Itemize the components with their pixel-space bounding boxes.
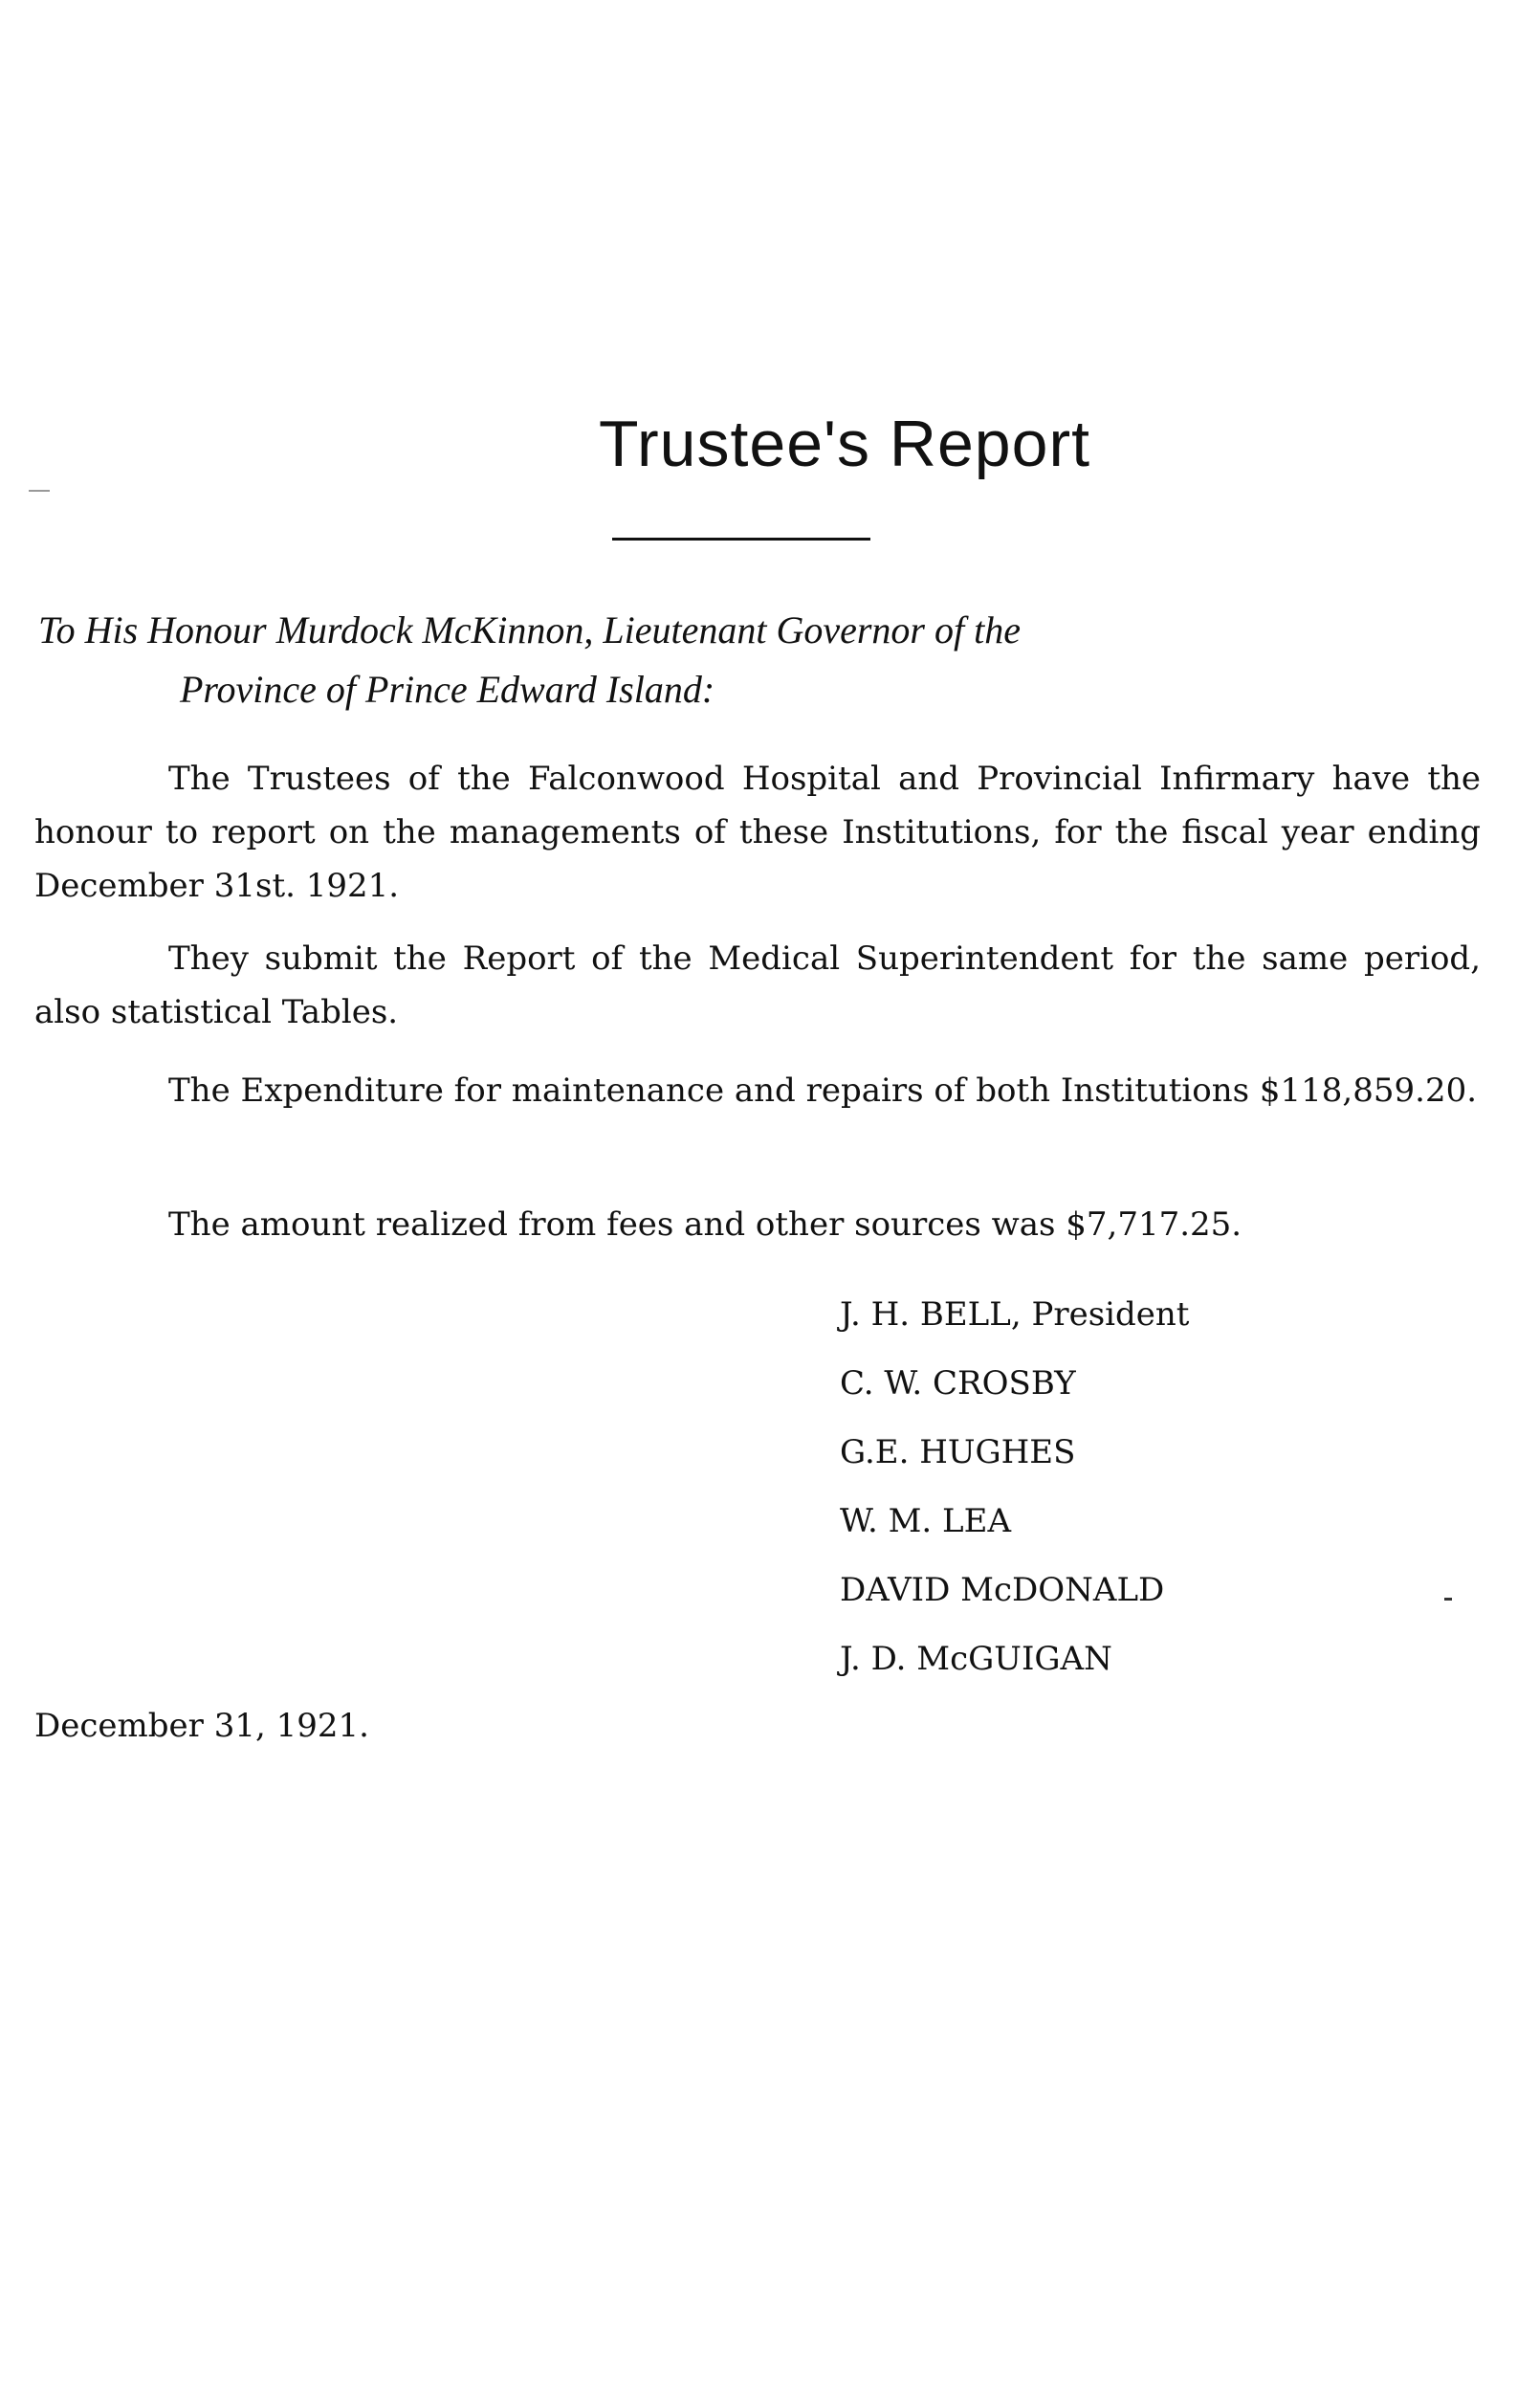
signatory: J. D. McGUIGAN xyxy=(840,1640,1112,1678)
signatory: C. W. CROSBY xyxy=(840,1364,1076,1403)
paragraph-text: The Trustees of the Falconwood Hospital and Provincial Infirmary have the honour to report on the managements of these Institutions, for the fiscal year ending December 31st. 1921. xyxy=(34,760,1481,905)
signatory: J. H. BELL, President xyxy=(840,1295,1190,1334)
signatories-list xyxy=(840,1280,1471,1693)
addressee xyxy=(38,601,1483,719)
signatory: G.E. HUGHES xyxy=(840,1433,1076,1471)
paragraph-text: The Expenditure for maintenance and repairs of both Institutions $118,859.20. xyxy=(168,1071,1478,1110)
document-title: Trustee's Report xyxy=(599,408,1090,480)
addressee-line-2: Province of Prince Edward Island: xyxy=(180,668,715,711)
report-date: December 31, 1921. xyxy=(34,1707,369,1745)
paragraph-trustees-report xyxy=(34,752,1481,913)
title-underline xyxy=(612,538,870,541)
addressee-line-1: To His Honour Murdock McKinnon, Lieutenant Governor of the xyxy=(38,608,1021,652)
paragraph-text: They submit the Report of the Medical Superintendent for the same period, also statistical Tables. xyxy=(34,939,1481,1031)
stray-mark-left xyxy=(29,490,50,492)
paragraph-text: The amount realized from fees and other sources was $7,717.25. xyxy=(168,1205,1242,1244)
signatory: DAVID McDONALD xyxy=(840,1571,1165,1609)
signatory: W. M. LEA xyxy=(840,1502,1011,1540)
paragraph-revenue xyxy=(34,1198,1481,1251)
paragraph-superintendent-report xyxy=(34,932,1481,1039)
paragraph-expenditure xyxy=(34,1064,1481,1117)
